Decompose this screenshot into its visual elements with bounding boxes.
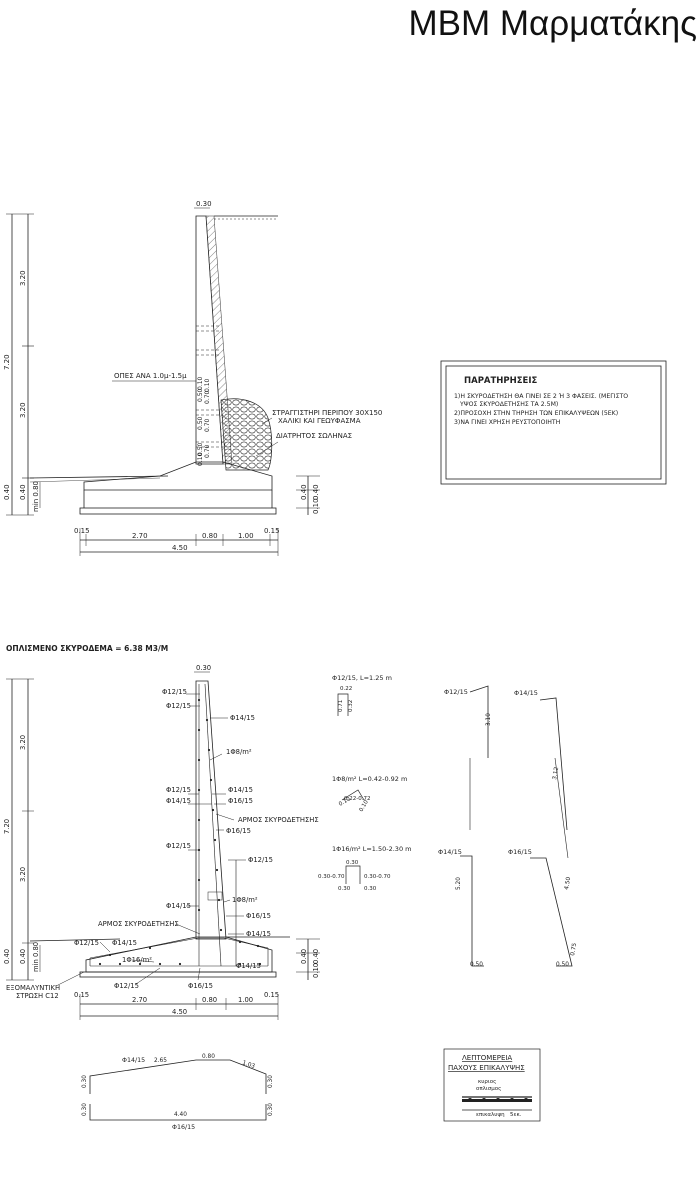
dim-r-040b: 0.40 xyxy=(312,484,320,500)
svg-text:Φ12/15: Φ12/15 xyxy=(74,939,99,947)
svg-text:1.03: 1.03 xyxy=(241,1060,256,1070)
dim-v-total: 7.20 xyxy=(3,354,11,370)
svg-text:Φ14/15: Φ14/15 xyxy=(514,689,538,697)
svg-text:0.15: 0.15 xyxy=(264,991,280,999)
svg-text:Φ14/15: Φ14/15 xyxy=(246,930,271,938)
label-stone-drain-2: ΧΑΛΙΚΙ ΚΑΙ ΓΕΩΥΦΑΣΜΑ xyxy=(278,417,361,425)
svg-text:Φ12/15: Φ12/15 xyxy=(444,688,468,696)
svg-text:7.20: 7.20 xyxy=(3,818,11,834)
svg-text:0.40: 0.40 xyxy=(19,948,27,964)
svg-text:κυριος: κυριος xyxy=(478,1079,497,1085)
svg-text:0.30: 0.30 xyxy=(364,886,377,892)
dim-top: 0.30 xyxy=(196,200,212,208)
svg-text:Φ12/15: Φ12/15 xyxy=(162,688,187,696)
svg-text:Φ16/15: Φ16/15 xyxy=(246,912,271,920)
wall-section-2 xyxy=(6,672,320,1020)
svg-text:1Φ8/m²: 1Φ8/m² xyxy=(226,748,252,756)
svg-text:0.75: 0.75 xyxy=(570,942,579,957)
svg-text:ΣΤΡΩΣΗ C12: ΣΤΡΩΣΗ C12 xyxy=(16,992,59,1000)
svg-text:0.30: 0.30 xyxy=(82,1103,88,1116)
svg-text:0.30: 0.30 xyxy=(82,1075,88,1088)
svg-text:0.22: 0.22 xyxy=(340,686,353,692)
svg-text:Φ14/15: Φ14/15 xyxy=(166,797,191,805)
svg-text:Φ14/15: Φ14/15 xyxy=(166,902,191,910)
svg-text:0.50: 0.50 xyxy=(197,416,204,430)
svg-text:0.30-0.70: 0.30-0.70 xyxy=(364,874,391,880)
svg-text:min 0.80: min 0.80 xyxy=(32,941,40,972)
svg-text:0.22-0.72: 0.22-0.72 xyxy=(344,796,371,802)
dim-h-080: 0.80 xyxy=(202,532,218,540)
cover-detail xyxy=(444,1049,540,1121)
svg-text:0.10: 0.10 xyxy=(312,962,320,978)
svg-text:0.70: 0.70 xyxy=(204,418,211,432)
svg-text:Φ14/15: Φ14/15 xyxy=(236,962,261,970)
blinding-2 xyxy=(80,972,276,977)
svg-text:Φ12/15: Φ12/15 xyxy=(166,842,191,850)
svg-text:0.71: 0.71 xyxy=(338,699,344,712)
svg-text:Φ16/15: Φ16/15 xyxy=(226,827,251,835)
footing-bar-shapes xyxy=(90,1060,266,1120)
svg-text:1Φ8/m²: 1Φ8/m² xyxy=(232,896,258,904)
dim-v-upper: 3.20 xyxy=(19,270,27,286)
svg-text:Φ16/15: Φ16/15 xyxy=(228,797,253,805)
svg-text:0.50: 0.50 xyxy=(470,962,483,968)
svg-text:0.50: 0.50 xyxy=(197,442,204,456)
svg-text:0.30-0.70: 0.30-0.70 xyxy=(318,874,345,880)
svg-text:3.12: 3.12 xyxy=(552,766,561,781)
section2-texts xyxy=(3,664,320,1016)
svg-text:ΑΡΜΟΣ ΣΚΥΡΟΔΕΤΗΣΗΣ: ΑΡΜΟΣ ΣΚΥΡΟΔΕΤΗΣΗΣ xyxy=(238,816,319,824)
svg-text:0.30: 0.30 xyxy=(268,1103,274,1116)
dim-r-010: 0.10 xyxy=(312,498,320,514)
dim-h-015b: 0.15 xyxy=(264,527,280,535)
svg-text:Φ16/15: Φ16/15 xyxy=(508,848,532,856)
svg-text:Φ12/15: Φ12/15 xyxy=(166,786,191,794)
footing-bar-text xyxy=(82,1054,274,1131)
svg-text:Φ12/15: Φ12/15 xyxy=(248,856,273,864)
svg-text:Φ16/15: Φ16/15 xyxy=(188,982,213,990)
svg-text:2.65: 2.65 xyxy=(154,1058,167,1064)
svg-text:0.40: 0.40 xyxy=(312,948,320,964)
stone-drain xyxy=(221,399,272,470)
svg-text:3.20: 3.20 xyxy=(19,734,27,750)
dim-r-040a: 0.40 xyxy=(300,484,308,500)
svg-text:Φ14/15: Φ14/15 xyxy=(438,848,462,856)
svg-text:0.70: 0.70 xyxy=(204,444,211,458)
dim-v-min080: min 0.80 xyxy=(32,480,40,512)
svg-text:0.30: 0.30 xyxy=(268,1075,274,1088)
svg-text:Φ16/15: Φ16/15 xyxy=(172,1124,196,1131)
svg-text:0.30: 0.30 xyxy=(346,860,359,866)
svg-text:0.10: 0.10 xyxy=(197,452,204,466)
bar-details-text xyxy=(318,674,411,892)
svg-text:οπλισμος: οπλισμος xyxy=(476,1086,502,1092)
svg-text:0.80: 0.80 xyxy=(202,996,218,1004)
svg-text:0.10: 0.10 xyxy=(358,799,370,813)
svg-text:5εκ.: 5εκ. xyxy=(510,1112,522,1118)
blinding-layer xyxy=(80,508,276,514)
svg-text:0.70: 0.70 xyxy=(204,390,211,404)
svg-text:Φ12/15: Φ12/15 xyxy=(166,702,191,710)
dim-v-040b: 0.40 xyxy=(19,484,27,500)
svg-text:0.50: 0.50 xyxy=(556,962,569,968)
concrete-volume-heading: ΟΠΛΙΣΜΕΝΟ ΣΚΥΡΟΔΕΜΑ = 6.38 M3/M xyxy=(6,644,169,653)
svg-text:επικαλυψη: επικαλυψη xyxy=(476,1112,505,1118)
svg-text:4.50: 4.50 xyxy=(564,876,573,891)
svg-text:0.30: 0.30 xyxy=(196,664,212,672)
brand-title: ΜΒΜ Μαρματάκης xyxy=(408,4,697,43)
dim-v-040a: 0.40 xyxy=(3,484,11,500)
svg-text:0.15: 0.15 xyxy=(74,991,90,999)
bar-shapes-text xyxy=(438,688,578,968)
wall-stem-2 xyxy=(196,681,226,939)
svg-text:1.00: 1.00 xyxy=(238,996,254,1004)
bar-shapes xyxy=(460,686,572,966)
svg-text:0.10: 0.10 xyxy=(338,796,352,808)
dim-h-100: 1.00 xyxy=(238,532,254,540)
svg-text:0.50: 0.50 xyxy=(197,388,204,402)
svg-text:Φ14/15: Φ14/15 xyxy=(112,939,137,947)
svg-text:0.32: 0.32 xyxy=(348,699,354,712)
svg-text:Φ12/15, L=1.25 m: Φ12/15, L=1.25 m xyxy=(332,674,392,682)
svg-text:Φ12/15: Φ12/15 xyxy=(114,982,139,990)
notes-line2: ΥΨΟΣ ΣΚΥΡΟΔΕΤΗΣΗΣ ΤΑ 2.5Μ) xyxy=(460,401,559,408)
wall-section-1 xyxy=(6,208,320,556)
dim-h-450: 4.50 xyxy=(172,544,188,552)
svg-text:1Φ8/m² L=0.42-0.92 m: 1Φ8/m² L=0.42-0.92 m xyxy=(332,775,408,783)
svg-text:1Φ16/m²: 1Φ16/m² xyxy=(122,956,152,964)
dim-v-lower: 3.20 xyxy=(19,402,27,418)
svg-text:0.30: 0.30 xyxy=(338,886,351,892)
svg-text:0.40: 0.40 xyxy=(300,948,308,964)
svg-text:ΕΞΟΜΑΛΥΝΤΙΚΗ: ΕΞΟΜΑΛΥΝΤΙΚΗ xyxy=(6,984,61,992)
svg-text:Φ14/15: Φ14/15 xyxy=(230,714,255,722)
notes-box xyxy=(441,361,666,484)
svg-text:0.10: 0.10 xyxy=(204,378,211,392)
label-stone-drain-1: ΣΤΡΑΓΓΙΣΤΗΡΙ ΠΕΡΙΠΟΥ 30Χ150 xyxy=(272,409,383,417)
svg-text:0.80: 0.80 xyxy=(202,1054,215,1060)
svg-text:5.20: 5.20 xyxy=(456,877,462,890)
svg-text:ΛΕΠΤΟΜΕΡΕΙΑ: ΛΕΠΤΟΜΕΡΕΙΑ xyxy=(462,1054,513,1062)
dim-h-015a: 0.15 xyxy=(74,527,90,535)
svg-text:ΑΡΜΟΣ ΣΚΥΡΟΔΕΤΗΣΗΣ: ΑΡΜΟΣ ΣΚΥΡΟΔΕΤΗΣΗΣ xyxy=(98,920,179,928)
svg-text:3.10: 3.10 xyxy=(486,713,492,726)
bar-details xyxy=(338,694,364,884)
label-pipe: ΔΙΑΤΡΗΤΟΣ ΣΩΛΗΝΑΣ xyxy=(276,432,353,440)
svg-text:0.10: 0.10 xyxy=(197,376,204,390)
svg-text:ΠΑΧΟΥΣ ΕΠΙΚΑΛΥΨΗΣ: ΠΑΧΟΥΣ ΕΠΙΚΑΛΥΨΗΣ xyxy=(448,1064,525,1072)
svg-text:3.20: 3.20 xyxy=(19,866,27,882)
notes-line3: 2)ΠΡΟΣΟΧΗ ΣΤΗΝ ΤΗΡΗΣΗ ΤΩΝ ΕΠΙΚΑΛΥΨΕΩΝ (5ΕΚ) xyxy=(454,410,619,417)
svg-text:Φ14/15: Φ14/15 xyxy=(228,786,253,794)
notes-line4: 3)ΝΑ ΓΙΝΕΙ ΧΡΗΣΗ ΡΕΥΣΤΟΠΟΙΗΤΗ xyxy=(454,419,561,426)
svg-text:4.50: 4.50 xyxy=(172,1008,188,1016)
section1-texts xyxy=(3,200,382,552)
dim-h-270: 2.70 xyxy=(132,532,148,540)
svg-text:1Φ16/m² L=1.50-2.30 m: 1Φ16/m² L=1.50-2.30 m xyxy=(332,845,412,853)
svg-text:0.40: 0.40 xyxy=(3,948,11,964)
notes-title: ΠΑΡΑΤΗΡΗΣΕΙΣ xyxy=(464,376,538,386)
svg-text:Φ14/15: Φ14/15 xyxy=(122,1057,146,1064)
svg-text:2.70: 2.70 xyxy=(132,996,148,1004)
svg-text:4.40: 4.40 xyxy=(174,1112,187,1118)
label-weep-holes: ΟΠΕΣ ΑΝΑ 1.0μ-1.5μ xyxy=(114,372,187,380)
notes-line1: 1)Η ΣΚΥΡΟΔΕΤΗΣΗ ΘΑ ΓΙΝΕΙ ΣΕ 2 Ή 3 ΦΑΣΕΙΣ. (ΜΕΓΙΣΤΟ xyxy=(454,393,629,400)
